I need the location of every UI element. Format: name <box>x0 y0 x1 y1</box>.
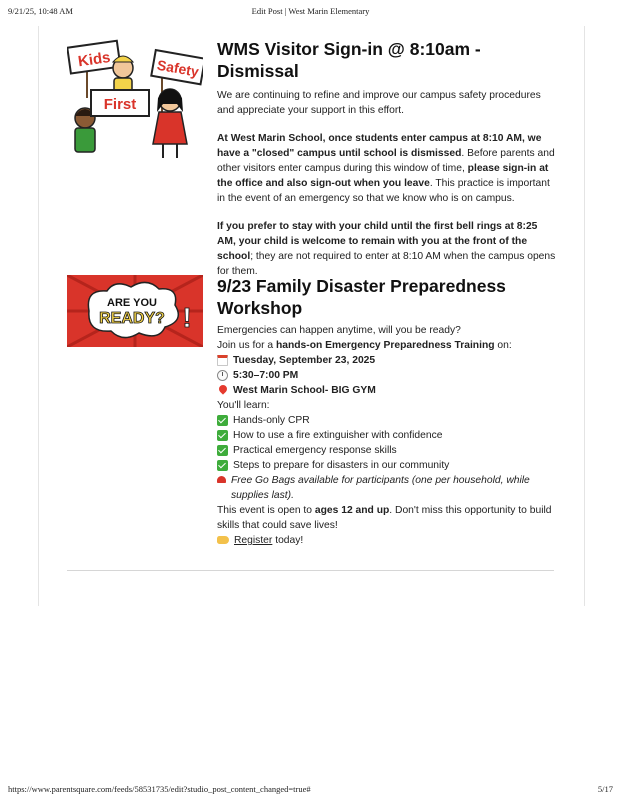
print-page-title: Edit Post | West Marin Elementary <box>251 6 370 16</box>
age-note: This event is open to ages 12 and up. Don't miss this opportunity to build skills that could save lives! <box>217 505 552 531</box>
siren-icon <box>217 476 226 483</box>
poster-exclamation: ! <box>182 302 192 333</box>
learn-heading: You'll learn: <box>217 400 270 411</box>
print-datetime: 9/21/25, 10:48 AM <box>8 6 73 16</box>
are-you-ready-illustration <box>67 275 203 347</box>
check-icon <box>217 415 228 426</box>
post-intro: Emergencies can happen anytime, will you be ready? <box>217 325 461 336</box>
post-content <box>217 275 557 548</box>
post-separator <box>67 570 554 571</box>
post-paragraph-first-bell: If you prefer to stay with your child until the first bell rings at 8:25 AM, your child is welcome to remain with you at the front of the school; they are not required to enter at 8:10 AM when the campus opens for them. <box>217 221 556 277</box>
poster-line1: ARE YOU <box>107 297 157 309</box>
post-paragraph-intro: We are continuing to refine and improve our campus safety procedures and appreciate your support in this effort. <box>217 90 541 116</box>
post-title: WMS Visitor Sign-in @ 8:10am - Dismissal <box>217 39 481 81</box>
register-line: Register today! <box>217 533 557 548</box>
pointing-hand-icon <box>217 536 229 544</box>
sign-kids-text: Kids <box>76 48 112 71</box>
calendar-icon <box>217 355 228 366</box>
pin-icon <box>217 383 228 394</box>
sign-first-text: First <box>103 96 137 113</box>
print-page-counter: 5/17 <box>597 784 613 794</box>
clock-icon <box>217 370 228 381</box>
post-join: Join us for a hands-on Emergency Preparedness Training on: <box>217 340 512 351</box>
post-image-kids-safety <box>67 38 203 171</box>
event-date: Tuesday, September 23, 2025 <box>217 353 557 368</box>
learn-item: Hands-only CPR <box>217 413 557 428</box>
page-border-right <box>584 26 585 606</box>
event-location: West Marin School- BIG GYM <box>217 383 557 398</box>
poster-line2: READY? <box>99 310 165 327</box>
kids-safety-first-illustration <box>67 38 203 166</box>
print-url: https://www.parentsquare.com/feeds/58531735/edit?studio_post_content_changed=true# <box>8 784 311 794</box>
check-icon <box>217 445 228 456</box>
post-paragraph-closed-campus: At West Marin School, once students enter campus at 8:10 AM, we have a "closed" campus until school is dismissed. Before parents and other visitors enter campus during this window of time, please sign-in at the office and also sign-out when you leave. This practice is important in the event of an emergency so that we know who is on campus. <box>217 133 555 204</box>
check-icon <box>217 430 228 441</box>
sign-safety-text: Safety <box>155 56 201 80</box>
learn-item: How to use a fire extinguisher with confidence <box>217 428 557 443</box>
check-icon <box>217 460 228 471</box>
post-title: 9/23 Family Disaster Preparedness Workshop <box>217 276 506 318</box>
learn-item: Practical emergency response skills <box>217 443 557 458</box>
learn-item: Steps to prepare for disasters in our community <box>217 458 557 473</box>
go-bags-note: Free Go Bags available for participants (one per household, while supplies last). <box>217 473 557 503</box>
page-border-left <box>38 26 39 606</box>
event-time: 5:30–7:00 PM <box>217 368 557 383</box>
post-image-are-you-ready <box>67 275 203 352</box>
post-content <box>217 38 557 279</box>
register-link[interactable]: Register <box>234 535 273 546</box>
